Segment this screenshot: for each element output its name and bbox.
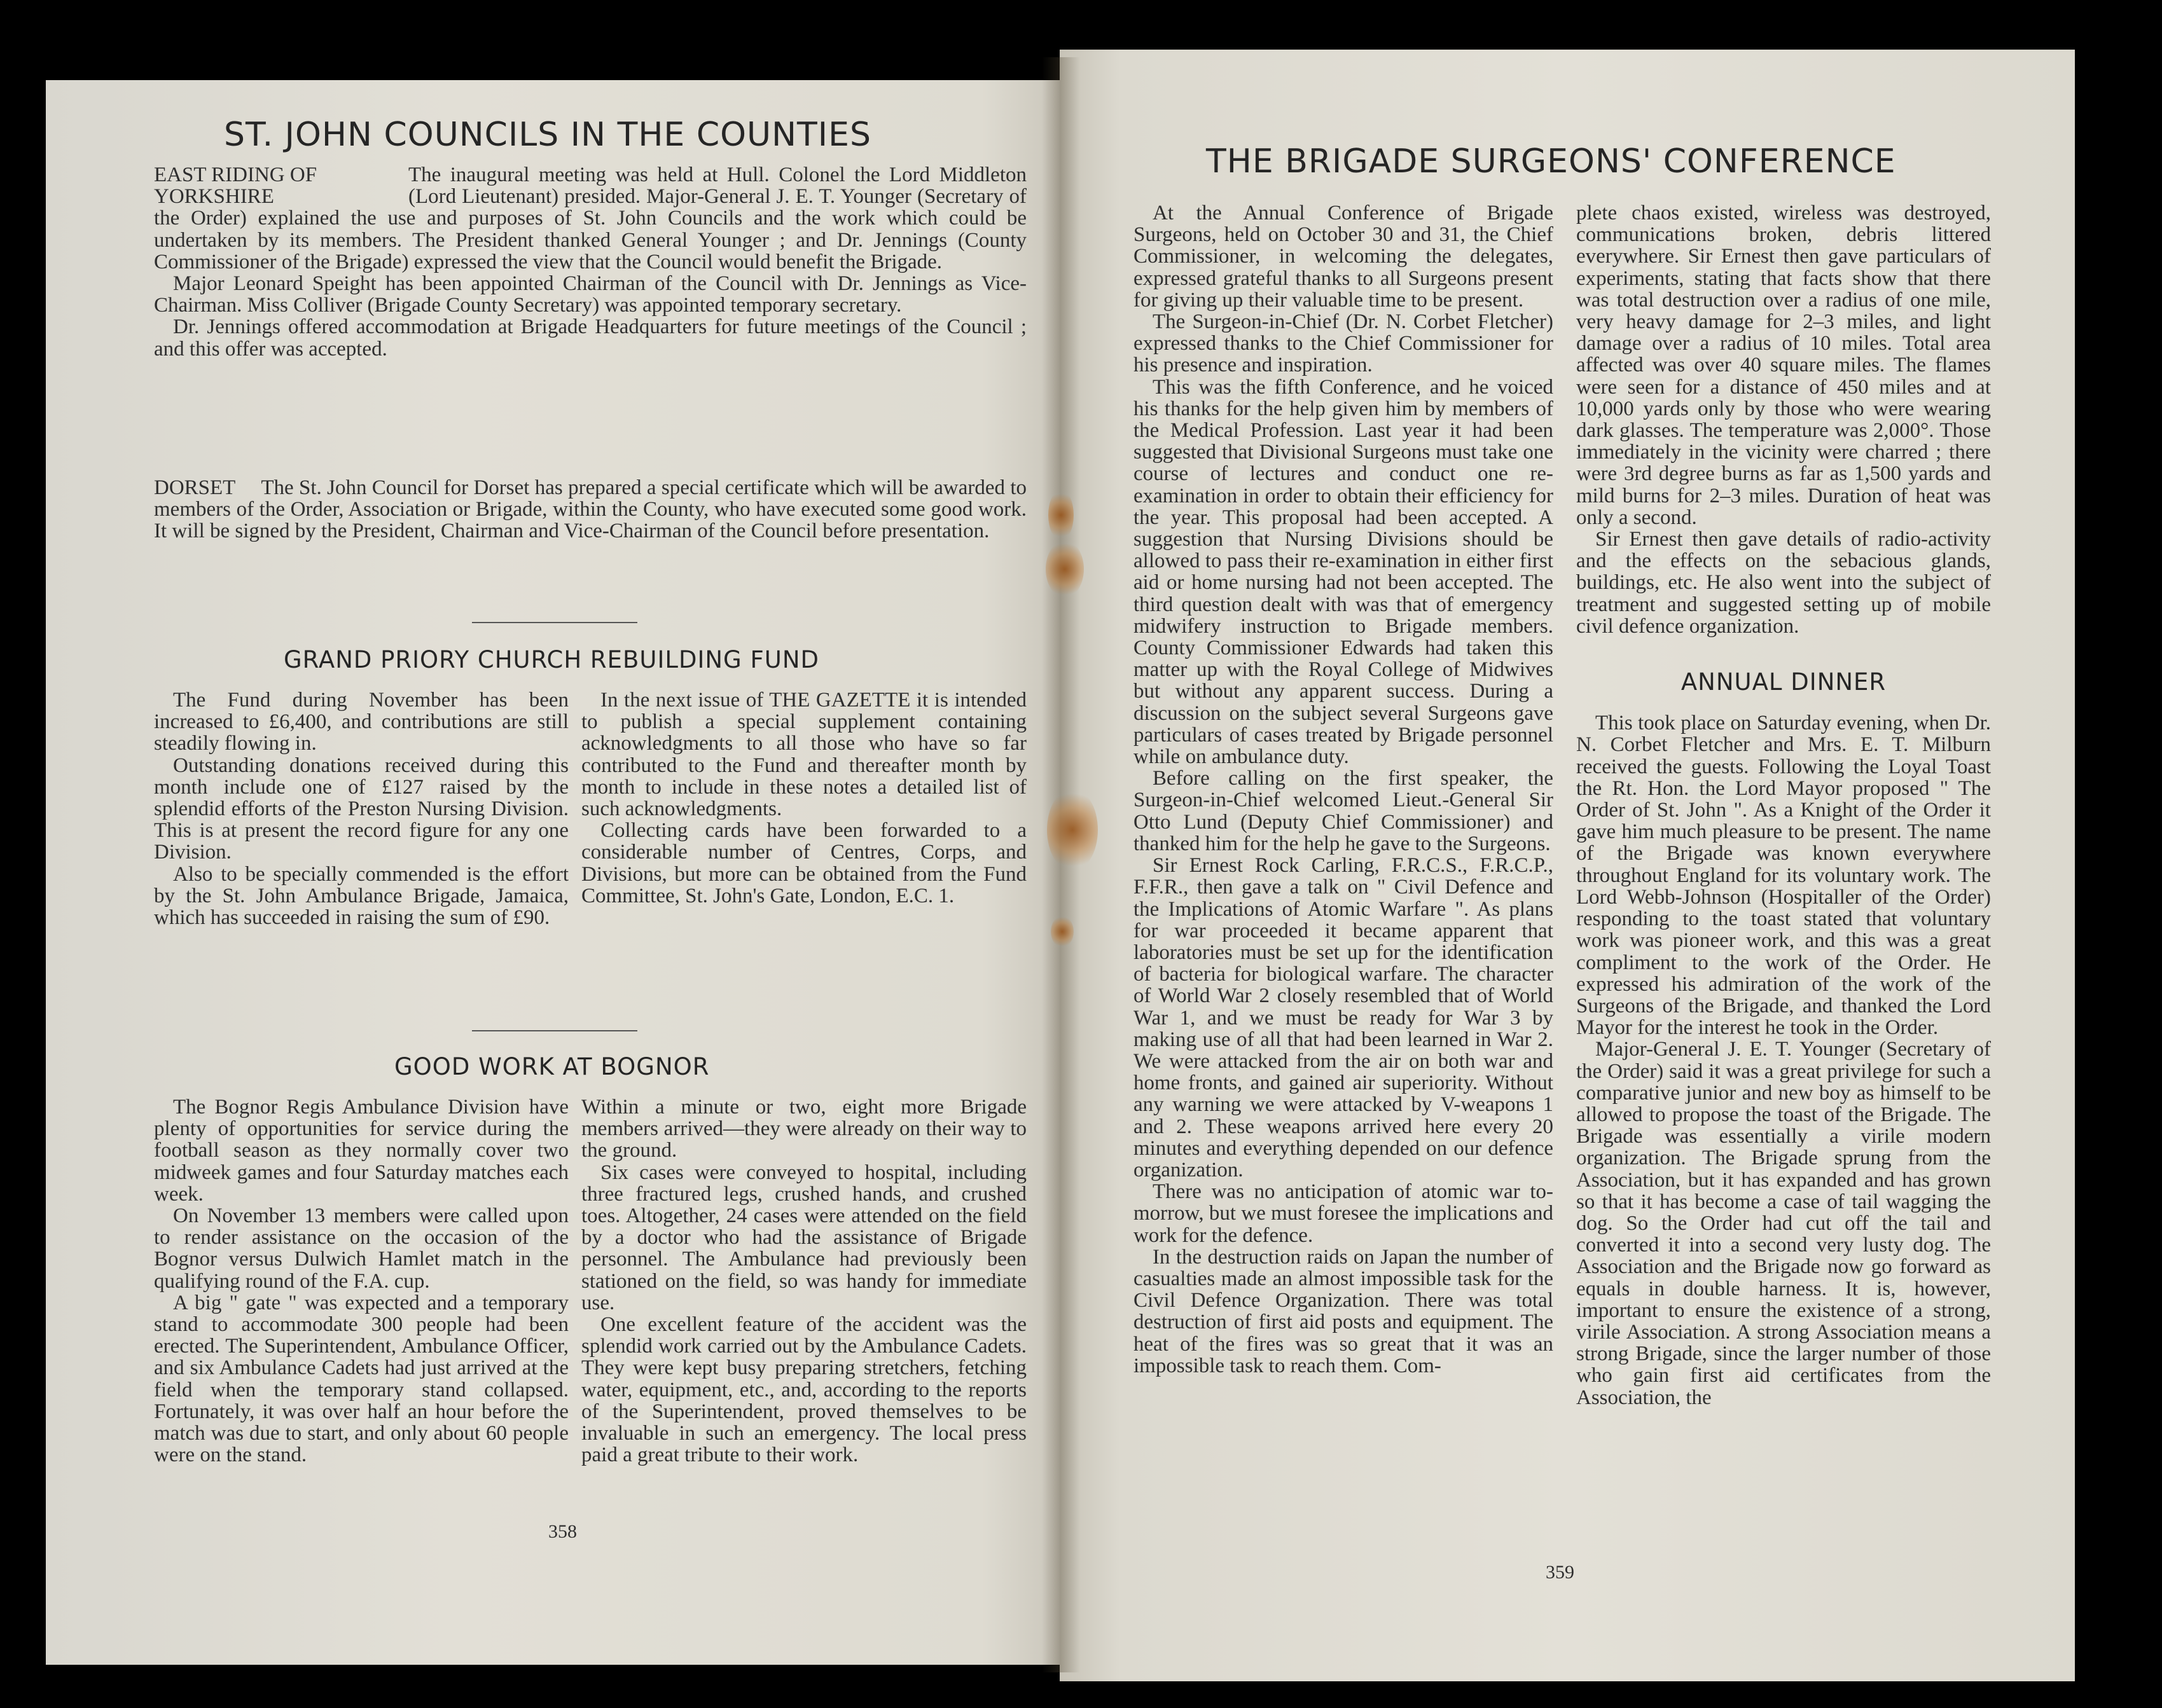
rust-stain (1051, 916, 1074, 947)
good-work-col2-p3: One excellent feature of the accident was the splendid work carried out by the Ambulance Cadets. They were kept busy preparing stretchers, fetching water, equipment, etc., and, according to the reports of the Superintendent, proved themselves to be invaluable in such an emergency. The local press paid a great tribute to their work. (581, 1313, 1027, 1467)
conference-col1-p5: Sir Ernest Rock Carling, F.R.C.S., F.R.C.P., F.F.R., then gave a talk on " Civil Defence and the Implications of Atomic Warfare ". As plans for war proceeded it became apparent that laboratories must be set up for the identification of bacteria for biological warfare. The character of World War 2 closely resembled that of World War 1, and we must be ready for War 3 by making use of all that had been learned in War 2. We were attacked from the air on both war and home fronts, and gained air superiority. Without any warning we were attacked by V-weapons 1 and 2. These weapons arrived here every 20 minutes and everything depended on our defence organization. (1133, 854, 1553, 1181)
east-riding-paragraph-1: The inaugural meeting was held at Hull. Colonel the Lord Middleton (Lord Lieutenant) presided. Major-General J. E. T. Younger (Secretary of the Order) explained the use and purposes of St. John Councils and the work which could be undertaken by its members. The President thanked General Younger ; and Dr. Jennings (County Commissioner of the Brigade) expressed the view that the Council would benefit the Brigade. (154, 163, 1027, 273)
grand-priory-col-1 (154, 689, 569, 928)
good-work-col1-p3: A big " gate " was expected and a temporary stand to accommodate 300 people had been erected. The Superintendent, Ambulance Officer, and six Ambulance Cadets had just arrived at the field when the temporary stand collapsed. Fortunately, it was over half an hour before the match was due to start, and only about 60 people were on the stand. (154, 1291, 569, 1467)
east-riding-label (154, 164, 408, 207)
conference-col-1 (1133, 202, 1553, 1377)
annual-dinner-title: ANNUAL DINNER (1680, 668, 1887, 696)
good-work-col1-p1: The Bognor Regis Ambulance Division have plenty of opportunities for service during the football season as they normally cover two midweek games and four Saturday matches each week. (154, 1096, 569, 1206)
rust-stain (1047, 789, 1098, 871)
grand-priory-col1-p2: Outstanding donations received during this month include one of £127 raised by the splendid efforts of the Preston Nursing Division. This is at present the record figure for any one Division. (154, 754, 569, 864)
conference-col1-p3: This was the fifth Conference, and he voiced his thanks for the help given him by members of the Medical Profession. Last year it had been suggested that Divisional Surgeons must take one course of lectures and conduct one re-examination in order to obtain their efficiency for the year. This proposal had been accepted. A suggestion that Nursing Divisions should be allowed to pass their re-examination in either first aid or home nursing had not been accepted. The third question dealt with was that of emergency midwifery instruction to Brigade members. County Commissioner Edwards had taken this matter up with the Royal College of Midwives but without any apparent success. During a discussion on the subject several Surgeons gave particulars of cases treated by Brigade personnel while on ambulance duty. (1133, 375, 1553, 769)
good-work-col2-p1: Within a minute or two, eight more Brigade members arrived—they were already on their way to the ground. (581, 1096, 1027, 1162)
east-riding-section (154, 164, 1027, 360)
conference-col1-p7: In the destruction raids on Japan the number of casualties made an almost impossible task for the Civil Defence Organization. There was total destruction of first aid posts and equipment. The heat of the fires was so great that it was an impossible task to reach them. Com- (1133, 1245, 1553, 1377)
left-page (46, 80, 1064, 1665)
grand-priory-title: GRAND PRIORY CHURCH REBUILDING FUND (284, 646, 820, 673)
grand-priory-col2-p2: Collecting cards have been forwarded to a considerable number of Centres, Corps, and Divisions, but more can be obtained from the Fund Committee, St. John's Gate, London, E.C. 1. (581, 819, 1027, 907)
good-work-title: GOOD WORK AT BOGNOR (394, 1053, 710, 1080)
conference-col-2 (1576, 202, 1991, 1408)
dorset-paragraph: The St. John Council for Dorset has prepared a special certificate which will be awarded to members of the Order, Association or Brigade, within the County, who have executed some good work. It will be signed by the President, Chairman and Vice-Chairman of the Council before presentation. (154, 476, 1027, 543)
grand-priory-col1-p1: The Fund during November has been increased to £6,400, and contributions are still steadily flowing in. (154, 689, 569, 755)
conference-col1-p4: Before calling on the first speaker, the Surgeon-in-Chief welcomed Lieut.-General Sir Otto Lund (Deputy Chief Commissioner) and thanked him for the help he gave to the Surgeons. (1133, 767, 1553, 855)
good-work-col-2 (581, 1096, 1027, 1466)
good-work-col1-p2: On November 13 members were called upon to render assistance on the occasion of the Bognor versus Dulwich Hamlet match in the qualifying round of the F.A. cup. (154, 1204, 569, 1293)
east-riding-paragraph-3: Dr. Jennings offered accommodation at Brigade Headquarters for future meetings of the Council ; and this offer was accepted. (154, 315, 1027, 361)
divider-2 (472, 1030, 637, 1031)
conference-col1-p6: There was no anticipation of atomic war to-morrow, but we must foresee the implications and work for the defence. (1133, 1180, 1553, 1247)
east-riding-label-line2: YORKSHIRE (154, 185, 274, 209)
east-riding-label-line1: EAST RIDING OF (154, 163, 317, 186)
east-riding-paragraph-2: Major Leonard Speight has been appointed Chairman of the Council with Dr. Jennings as Vice-Chairman. Miss Colliver (Brigade County Secretary) was appointed temporary secretary. (154, 272, 1027, 317)
divider-1 (472, 622, 637, 623)
annual-dinner-p2: Major-General J. E. T. Younger (Secretary of the Order) said it was a great privilege for such a comparative junior and new boy as himself to be allowed to propose the toast of the Brigade. The Brigade was essentially a virile modern organization. The Brigade sprung from the Association, but it has expanded and has grown so that it has become a case of tail wagging the dog. So the Order had cut off the tail and converted it into a second very lusty dog. The Association and the Brigade now go forward as equals in double harness. It is, however, important to ensure the existence of a strong, virile Association. A strong Association means a strong Brigade, since the larger number of those who gain first aid certificates from the Association, the (1576, 1038, 1991, 1409)
grand-priory-col-2 (581, 689, 1027, 907)
rust-stain (1048, 490, 1074, 541)
conference-col1-p1: At the Annual Conference of Brigade Surgeons, held on October 30 and 31, the Chief Commissioner, in welcoming the delegates, expressed grateful thanks to all Surgeons present for giving up their valuable time to be present. (1133, 202, 1553, 312)
surgeons-conference-title: THE BRIGADE SURGEONS' CONFERENCE (1206, 142, 1896, 181)
conference-col1-p2: The Surgeon-in-Chief (Dr. N. Corbet Fletcher) expressed thanks to the Chief Commissioner for his presence and inspiration. (1133, 310, 1553, 377)
good-work-col2-p2: Six cases were conveyed to hospital, including three fractured legs, crushed hands, and crushed toes. Altogether, 24 cases were attended on the field by a doctor who had the assistance of Brigade personnel. The Ambulance had previously been stationed on the field, so was handy for immediate use. (581, 1160, 1027, 1314)
right-page (1060, 50, 2075, 1681)
conference-col2-p2: Sir Ernest then gave details of radio-activity and the effects on the sebacious glands, buildings, etc. He also went into the subject of treatment and suggested setting up of mobile civil defence organization. (1576, 528, 1991, 638)
good-work-col-1 (154, 1096, 569, 1466)
grand-priory-col1-p3: Also to be specially commended is the effort by the St. John Ambulance Brigade, Jamaica, which has succeeded in raising the sum of £90. (154, 862, 569, 930)
dorset-section (154, 477, 1027, 542)
dorset-label: DORSET (154, 476, 236, 499)
rust-stain (1046, 541, 1084, 598)
conference-col2-p1: plete chaos existed, wireless was destroyed, communications broken, debris littered everywhere. Sir Ernest then gave particulars of experiments, stating that facts show that there was total destruction over a radius of one mile, very heavy damage for 2–3 miles, and light damage over a radius of 10 miles. Total area affected was over 40 square miles. The flames were seen for a distance of 450 miles and at 10,000 yards only by those who were wearing dark glasses. The temperature was 2,000°. Those immediately in the vicinity were charred ; there were 3rd degree burns as far as 1,500 yards and mild burns for 2–3 miles. Duration of heat was only a second. (1576, 202, 1991, 529)
page-number-left: 358 (548, 1521, 577, 1542)
page-number-right: 359 (1546, 1562, 1574, 1583)
grand-priory-col2-p1: In the next issue of THE GAZETTE it is intended to publish a special supplement containing acknowledgments to all those who have so far contributed to the Fund and thereafter month by month to include in these notes a detailed list of such acknowledgments. (581, 689, 1027, 821)
councils-title: ST. JOHN COUNCILS IN THE COUNTIES (224, 116, 871, 154)
annual-dinner-p1: This took place on Saturday evening, when Dr. N. Corbet Fletcher and Mrs. E. T. Milburn received the guests. Following the Loyal Toast the Rt. Hon. the Lord Mayor proposed " The Order of St. John ". As a Knight of the Order it gave him much pleasure to be present. The name of the Brigade was known everywhere throughout England for its voluntary work. The Lord Webb-Johnson (Hospitaller of the Order) responding to the toast stated that voluntary work was pioneer work, and this was a great compliment to the work of the Order. He expressed his admiration of the work of the Surgeons of the Brigade, and thanked the Lord Mayor for the interest he took in the Order. (1576, 712, 1991, 1040)
